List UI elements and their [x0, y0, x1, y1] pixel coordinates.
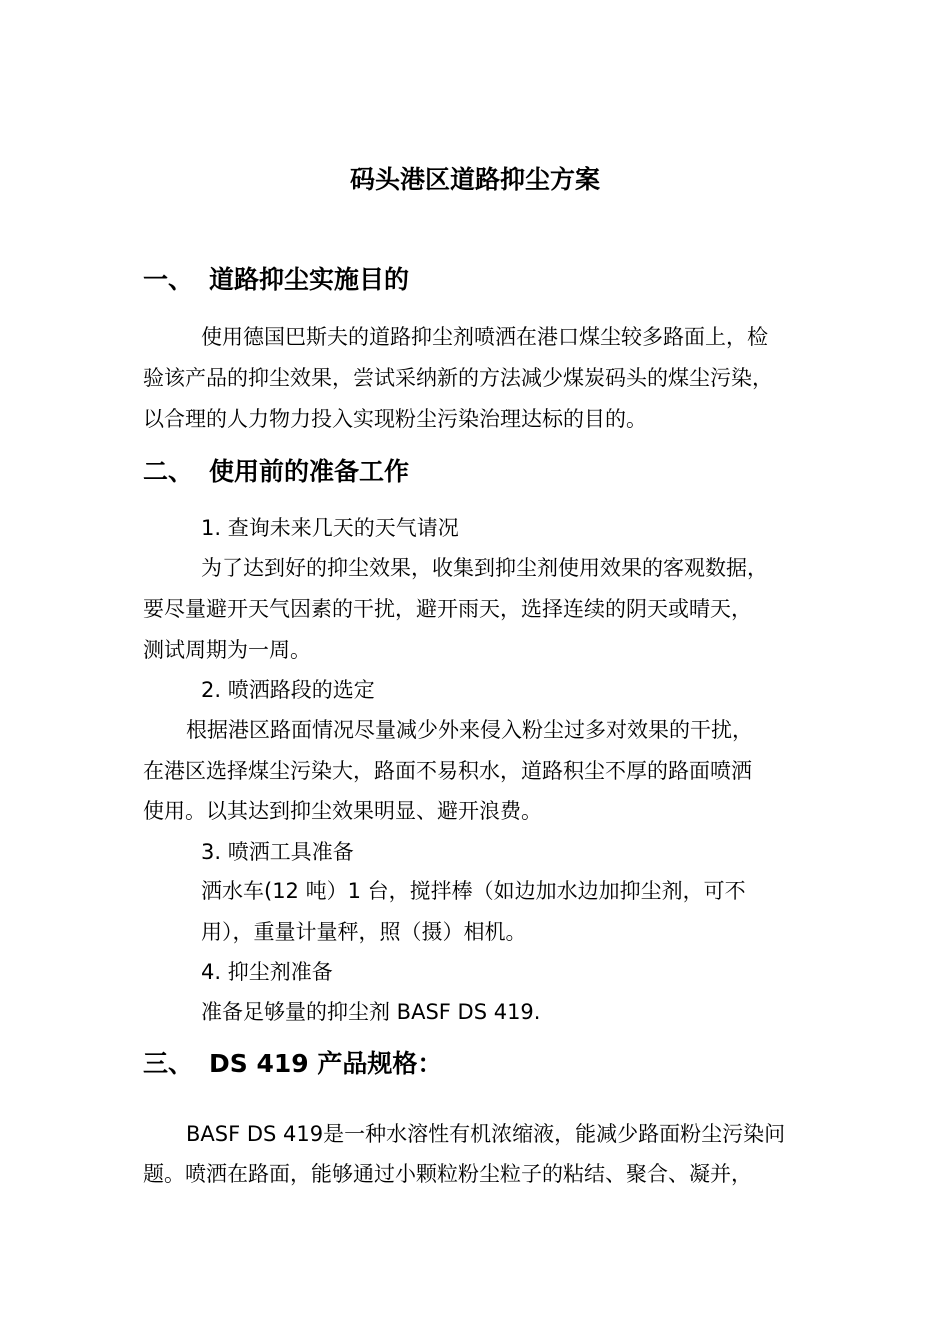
list-item-label: 1. 查询未来几天的天气请况 — [201, 516, 459, 540]
paragraph-line: BASF DS 419是一种水溶性有机浓缩液，能减少路面粉尘污染问 — [186, 1122, 786, 1146]
list-item-label: 2. 喷洒路段的选定 — [201, 678, 375, 702]
paragraph-line: 使用德国巴斯夫的道路抑尘剂喷洒在港口煤尘较多路面上，检 — [201, 325, 768, 349]
paragraph-line: 题。喷洒在路面，能够通过小颗粒粉尘粒子的粘结、聚合、凝并， — [143, 1162, 752, 1186]
section-heading-2 — [143, 455, 409, 489]
paragraph-line: 洒水车(12 吨）1 台，搅拌棒（如边加水边加抑尘剂，可不 — [201, 879, 746, 903]
paragraph-line: 为了达到好的抑尘效果，收集到抑尘剂使用效果的客观数据， — [201, 556, 768, 580]
document-title: 码头港区道路抑尘方案 — [349, 165, 600, 194]
section-number: 二、 — [143, 457, 194, 486]
section-heading-text: 使用前的准备工作 — [209, 457, 410, 486]
section-heading-3 — [143, 1047, 442, 1081]
paragraph-line: 用），重量计量秤，照（摄）相机。 — [201, 920, 527, 944]
paragraph-line: 测试周期为一周。 — [143, 638, 311, 662]
paragraph-line: 以合理的人力物力投入实现粉尘污染治理达标的目的。 — [143, 407, 647, 431]
paragraph-line: 准备足够量的抑尘剂 BASF DS 419. — [201, 1000, 541, 1024]
paragraph-line: 在港区选择煤尘污染大，路面不易积水，道路积尘不厚的路面喷洒 — [143, 759, 752, 783]
paragraph-line: 验该产品的抑尘效果，尝试采纳新的方法减少煤炭码头的煤尘污染， — [143, 366, 773, 390]
paragraph-line: 使用。以其达到抑尘效果明显、避开浪费。 — [143, 799, 542, 823]
paragraph-line: 要尽量避开天气因素的干扰，避开雨天，选择连续的阴天或晴天， — [143, 597, 752, 621]
list-item-label: 4. 抑尘剂准备 — [201, 960, 333, 984]
section-number: 三、 — [143, 1049, 194, 1078]
section-heading-text: DS 419 产品规格： — [209, 1049, 443, 1078]
list-item-label: 3. 喷洒工具准备 — [201, 840, 354, 864]
section-heading-text: 道路抑尘实施目的 — [209, 265, 410, 294]
section-heading-1 — [143, 263, 409, 297]
section-number: 一、 — [143, 265, 194, 294]
paragraph-line: 根据港区路面情况尽量减少外来侵入粉尘过多对效果的干扰， — [186, 718, 753, 742]
